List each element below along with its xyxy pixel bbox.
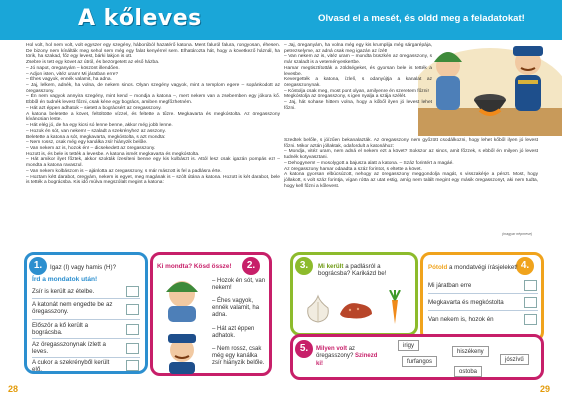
story-paragraph: A katona gyorsan elbúcsúzott, nehogy az öregasszony meggondolja magát, s visszakérje a pénzt. Most, hogy jóllakott, s volt száz forintja, vígan rótta az utat estig, amíg nem talált megint egy másik öregasszonyt, aki nem tudta, hogy kell főzni a kőlevest.: [284, 172, 538, 189]
task3-heading-text: a padlásról a bográcsba? Karikázd be!: [318, 263, 387, 278]
task4-item: Megkavarta és megkóstolta: [428, 299, 504, 306]
task5-heading-highlight: Milyen volt: [316, 346, 348, 352]
story-paragraph: – Hoztam kétt darabot, öregyám, nekem is egyet, meg magának is – szólt útána a katona. Hozott is két darabot, bele is tették a bográcsba. Kis idő múlva megszólalt megint a katona:: [26, 174, 280, 186]
task-number-badge: 2.: [242, 257, 260, 275]
task1-heading: Írd a mondatok után!: [32, 276, 98, 283]
task2-heading: Ki mondta? Kösd össze!: [157, 263, 232, 270]
story-paragraph: – Van nekem az is, vitéz uram – mondta büszkén az öregasszony, s már szaladt is a veteményeskertbe.: [284, 54, 432, 66]
task1-item: A cukor a szekrényből került elő.: [32, 359, 110, 374]
story-paragraph: – Van nekem az is, hozok én! – dicsekedett az öregasszony.: [26, 145, 156, 151]
story-illustration: [418, 28, 562, 136]
task4-item: Van nekem is, hozok én: [428, 316, 494, 323]
garlic-icon[interactable]: [304, 292, 332, 324]
task1-item: Zsír is került az ételbe.: [32, 288, 95, 295]
task5-heading-text: az öregasszony?: [316, 346, 356, 360]
adjective-word[interactable]: jószívű: [500, 354, 529, 365]
story-paragraph: – Én nem vagyok annyira szegény, mint kend – mondja a katona –, mert nekem van a zsebemben egy jókora kő. Ebből én tudnék levest főzni, csak kéne egy bogrács, amiben megfőzhetném.: [26, 94, 280, 106]
story-column-right-bottom: [284, 138, 538, 189]
story-paragraph: Hol volt, hol nem volt, volt egyszer egy szegény, háborúból hazatérő katona. Ment faluról falura, rongyosan, éhesen. De bizony nem kínálták meg sehol sem még egy falat kenyérrel sem. Elhatározta hát, hogy a következő háznál, ha törik, ha szakad, főz egy levest, bárki lakjon is ott.: [26, 43, 280, 60]
task2-quote[interactable]: – Éhes vagyok, ennék valamit, ha adna.: [212, 298, 260, 319]
page-number-right: 29: [540, 384, 551, 394]
story-paragraph: – Van nekem kolbászom is – ajánlotta az öregasszony, s már mászott is fel a padlásra érte.: [26, 168, 222, 174]
soldier-illustration: [156, 330, 208, 374]
carrot-icon[interactable]: [380, 290, 410, 326]
answer-box[interactable]: [126, 304, 139, 315]
task-number-badge: 4.: [516, 257, 534, 275]
story-paragraph: – Jaj, lelkem, adnék, ha volna, de nekem sincs. Olyan szegény vagyok, mint a templom egere – sopánkodott az öregasszony.: [26, 83, 280, 94]
task4-item: Mi járatban erre: [428, 282, 472, 289]
row-divider: [32, 357, 140, 358]
row-divider: [32, 338, 140, 339]
adjective-word[interactable]: ostoba: [454, 366, 482, 377]
answer-box[interactable]: [126, 286, 139, 297]
story-column-left: [26, 43, 280, 223]
adjective-word[interactable]: irigy: [398, 340, 419, 351]
task3-heading-highlight: Mi került: [318, 263, 344, 270]
task2-quote[interactable]: – Hát azt éppen adhatok.: [212, 326, 255, 340]
row-divider: [428, 310, 538, 311]
task1-item: Először a kő került a bográcsba.: [32, 322, 89, 337]
old-woman-illustration: [156, 274, 208, 322]
task-number-badge: 3.: [295, 257, 313, 275]
row-divider: [32, 298, 140, 299]
row-divider: [428, 293, 538, 294]
adjective-word[interactable]: furfangos: [402, 356, 437, 367]
task2-quote[interactable]: – Hozok én sót, van nekem!: [212, 278, 266, 292]
story-paragraph: A katona beletette a követ, feltöltötte vízzel, és feltette a tűzre. Megkavarta és megkóstolta. Az öregasszony kíváncsian leste.: [26, 111, 280, 123]
story-paragraph: – Dehogynem! – mosolygott a bajusza alatt a katona. – Száz forintért a magáé.: [284, 160, 454, 166]
page-number-left: 28: [8, 384, 19, 394]
soldier-illustration: [418, 28, 562, 136]
task1-intro: Igaz (I) vagy hamis (H)?: [50, 264, 117, 271]
task1-item: A katonát nem engedte be az öregasszony.: [32, 301, 113, 316]
page-subtitle: Olvasd el a mesét, és oldd meg a feladatokat!: [318, 13, 525, 24]
task-number-badge: 5.: [295, 340, 313, 358]
story-paragraph: Kevergették a katona, ízlelí, s odanyújtja a kanalat az öregasszonynak.: [284, 77, 432, 89]
story-paragraph: Megkóstolja az öregasszony, s igen nyalja a szája szélét.: [284, 94, 407, 100]
punctuation-box[interactable]: [524, 280, 537, 291]
task4-heading-highlight: Pótold: [428, 264, 448, 271]
answer-box[interactable]: [126, 343, 139, 354]
task3-heading: [318, 263, 412, 278]
story-paragraph: – Jó napot, öreganyám – köszönt illendően.: [26, 65, 120, 71]
story-paragraph: – Jaj, öreganyám, ha volna még egy kis krumplija még sárgarépája, petrezselyme, az adná csak meg igazán az ízét!: [284, 43, 432, 54]
story-paragraph: – Hozok én sót, van nekem! – szaladt a szekrényhez az asszony.: [26, 128, 166, 134]
story-paragraph: – Hát elég jó, de ha egy kicsi só lenne benne, akkor még jobb lenne.: [26, 123, 173, 129]
story-paragraph: – Nem rossz, csak még egy kanálka zsír hiányzik belőle.: [26, 140, 148, 146]
story-paragraph: – Adjon isten, vitéz uram! Mi járatban erre?: [26, 71, 119, 77]
page-title: A kőleves: [78, 6, 202, 31]
adjective-word[interactable]: hiszékeny: [452, 346, 489, 357]
story-paragraph: Szedtek belőle, s jóízűen bekanalazták. Az öregasszony nem győzött csodálkozni, hogy lehet kőből ilyen jó levest főzni. Mikor aztán jóllaktak, odafordult a katonához:: [284, 138, 538, 149]
sausage-icon[interactable]: [336, 296, 376, 322]
story-paragraph: – Mondja, vitéz uram, nem adná el nekem ezt a követ? Sokszor az sincs, amit főzzek, s ebből én milyen jó levest tudnék kotyvasztani.: [284, 149, 538, 161]
story-paragraph: – Jaj, hát sohase hittem volna, hogy a kőből ilyen jó levest lehet főzni.: [284, 100, 432, 111]
task4-heading: [428, 264, 518, 271]
answer-box[interactable]: [126, 360, 139, 371]
story-paragraph: – Éhes vagyok, ennék valamit, ha adna.: [26, 77, 112, 83]
task-number-badge: 1.: [29, 257, 47, 275]
story-paragraph: – Kóstolja csak meg, most pont olyan, amilyenre én szeretem főzni!: [284, 88, 429, 94]
story-paragraph: Zsebre is tett egy követ az útról, és bezörgetett az első házba.: [26, 60, 160, 66]
punctuation-box[interactable]: [524, 297, 537, 308]
answer-box[interactable]: [126, 324, 139, 335]
story-paragraph: – Hát azt éppen adhatok – sietett a bográcsért az öregasszony.: [26, 105, 162, 111]
task1-item: Az öregasszonynak ízlett a leves.: [32, 341, 106, 356]
story-paragraph: Hozott is, és bele is tették a levesbe. A katona ismét megkavarta és megkóstolta.: [26, 151, 200, 157]
task2-quote[interactable]: – Nem rossz, csak még egy kanálka zsír hiányzik belőle.: [212, 346, 265, 367]
task5-heading-end: Szinezd ki!: [316, 353, 378, 367]
story-paragraph: – Hát amikor ilyet főztek, akkor szokták ízesíteni benne egy kis kolbászt is. Attól lesz csak igazán pompás ez! – mondta a katona ravaszul.: [26, 157, 280, 169]
story-column-right-top: [284, 43, 432, 123]
story-paragraph: Beletette a katona a sót, megkavarta, megkóstolta, s azt mondta:: [26, 134, 166, 140]
task5-heading: [316, 346, 382, 368]
row-divider: [32, 319, 140, 320]
punctuation-box[interactable]: [524, 314, 537, 325]
story-credit: (magyar népmese): [502, 232, 533, 236]
story-paragraph: Hamar megtisztították a zöldségeket, és gyorsan bele is tették a levesbe.: [284, 65, 432, 77]
story-paragraph: Az öregasszony hamar odaadta a száz forintot, s eltette a követ.: [284, 166, 422, 172]
task4-heading-text: a mondatvégi írásjeleket!: [448, 264, 518, 271]
